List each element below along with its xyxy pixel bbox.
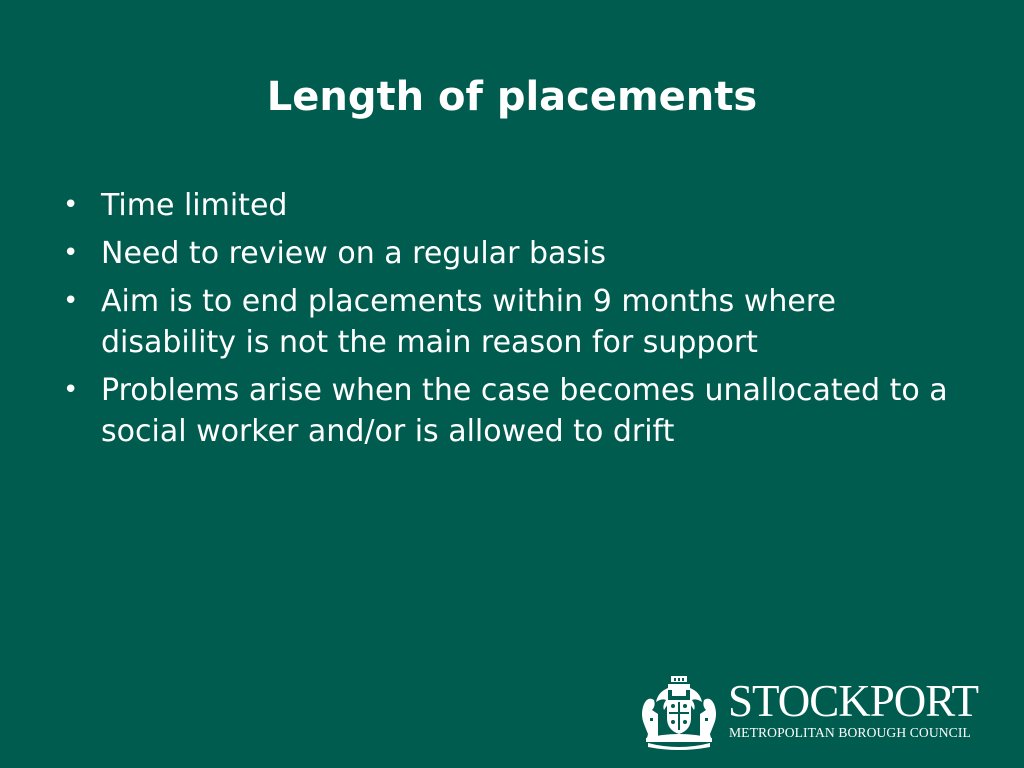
coat-of-arms-icon xyxy=(638,674,720,750)
bullet-text: Need to review on a regular basis xyxy=(101,236,606,271)
bullet-item xyxy=(60,233,960,274)
slide-title: Length of placements xyxy=(266,74,758,120)
bullet-text: Time limited xyxy=(101,188,288,223)
bullet-text: Aim is to end placements within 9 months where disability is not the main reason for support xyxy=(101,284,836,360)
logo-name: STOCKPORT xyxy=(728,676,979,726)
bullet-icon: • xyxy=(63,190,79,220)
logo-subtitle: METROPOLITAN BOROUGH COUNCIL xyxy=(729,725,971,740)
bullet-item xyxy=(60,370,960,452)
bullet-icon: • xyxy=(63,238,79,268)
bullet-item xyxy=(60,185,960,226)
council-logo xyxy=(638,674,1000,752)
bullet-icon: • xyxy=(63,286,79,316)
bullet-list xyxy=(60,185,960,459)
bullet-icon: • xyxy=(63,375,79,405)
bullet-text: Problems arise when the case becomes unallocated to a social worker and/or is allowed to drift xyxy=(101,373,948,449)
bullet-item xyxy=(60,281,960,363)
